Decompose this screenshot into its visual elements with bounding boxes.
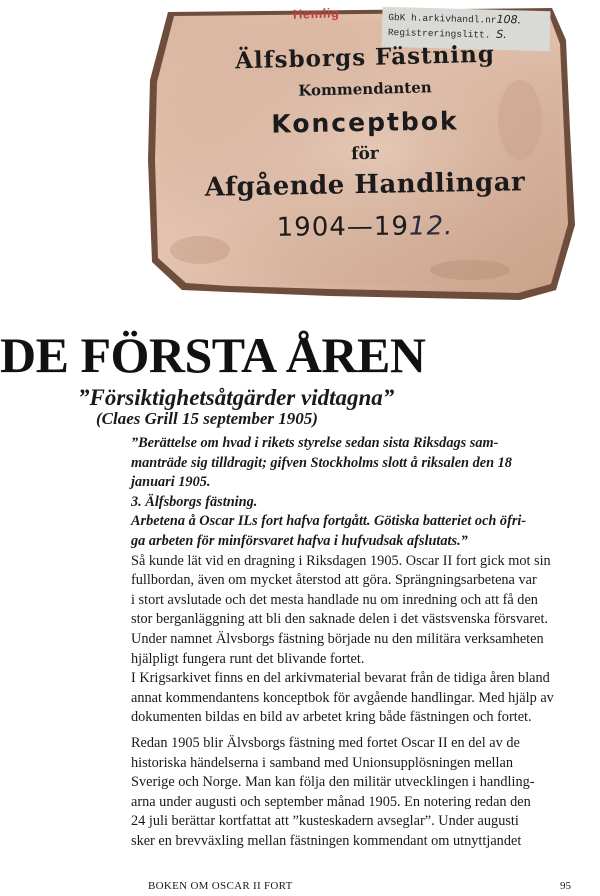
quote-line: manträde sig tilldragit; gifven Stockholms slott å riksalen den 18 [131, 454, 512, 471]
text-line: historiska händelserna i samband med Unionsupplösningen mellan [131, 754, 513, 771]
footer-book-title: BOKEN OM OSCAR II FORT [148, 880, 293, 892]
archive-label-line1: GbK h.arkivhandl.nr [388, 11, 497, 26]
text-line: annat kommendantens konceptbok för avgående handlingar. Med hjälp av [131, 689, 554, 706]
quote-line: ”Berättelse om hvad i rikets styrelse sedan sista Riksdags sam- [131, 435, 499, 451]
quote-line: Arbetena å Oscar ILs fort hafva fortgått. Götiska batteriet och öfri- [131, 513, 527, 530]
riksdag-quote [131, 434, 571, 552]
text-line: dokumenten bildas en bild av arbetet kring både fästningen och fortet. [131, 709, 532, 726]
text-line: i stort avslutade och det mesta handlade nu om inredning och att få den [131, 591, 538, 608]
secret-stamp: Hemlig [292, 5, 340, 22]
cover-line-fortress: Älfsborgs Fästning [234, 40, 496, 75]
text-line: fullbordan, även om mycket återstod att göra. Sprängningsarbetena var [131, 572, 537, 589]
text-line: Under namnet Älvsborgs fästning började nu den militära verksamheten [131, 630, 544, 647]
paragraph-2 [131, 669, 571, 728]
archive-label-mark: S. [496, 27, 507, 42]
archive-label-number: 108. [496, 12, 522, 27]
text-line: Redan 1905 blir Älvsborgs fästning med fortet Oscar II en del av de [131, 734, 520, 751]
text-line: arna under augusti och september månad 1905. En notering redan den [131, 793, 531, 810]
chapter-byline: (Claes Grill 15 september 1905) [96, 409, 318, 428]
paragraph-1 [131, 552, 571, 670]
cover-line-for: för [351, 143, 379, 165]
quote-line: ga arbeten för minförsvaret hafva i hufvudsak afslutats.” [131, 532, 468, 549]
text-line: Så kunde lät vid en dragning i Riksdagen 1905. Oscar II fort gick mot sin [131, 552, 551, 569]
cover-line-konceptbok: Konceptbok [271, 106, 459, 139]
quote-line: januari 1905. [131, 474, 211, 491]
text-line: stor berganläggning att bli den saknade delen i det västsvenska försvaret. [131, 611, 549, 628]
cover-years-handwritten: 12. [408, 211, 454, 242]
text-line: 24 juli berättar kortfattat att ”kusteskadern avseglar”. Under augusti [131, 813, 519, 830]
chapter-title: DE FÖRSTA ÅREN [0, 327, 426, 383]
cover-line-handlingar: Afgående Handlingar [204, 167, 526, 203]
text-line: Sverige och Norge. Man kan följa den militär utvecklingen i handling- [131, 774, 535, 791]
text-line: sker en brevväxling mellan fästningen kommendant om utnyttjandet [131, 832, 522, 849]
quote-line: 3. Älfsborgs fästning. [131, 493, 258, 510]
chapter-subtitle: ”Försiktighetsåtgärder vidtagna” [78, 385, 395, 410]
text-line: hjälpligt fungera runt det blivande fortet. [131, 650, 365, 667]
cover-years-printed: 1904—19 [276, 211, 410, 243]
paragraph-3 [131, 734, 571, 852]
cover-photo [0, 0, 600, 320]
cover-line-commander: Kommendanten [298, 78, 432, 100]
article-body [131, 434, 571, 851]
archive-label-line2: Registreringslitt. [387, 26, 491, 41]
text-line: I Krigsarkivet finns en del arkivmaterial bevarat från de tidiga åren bland [131, 670, 550, 687]
page-number: 95 [560, 880, 571, 892]
cover-line-years [150, 210, 580, 244]
